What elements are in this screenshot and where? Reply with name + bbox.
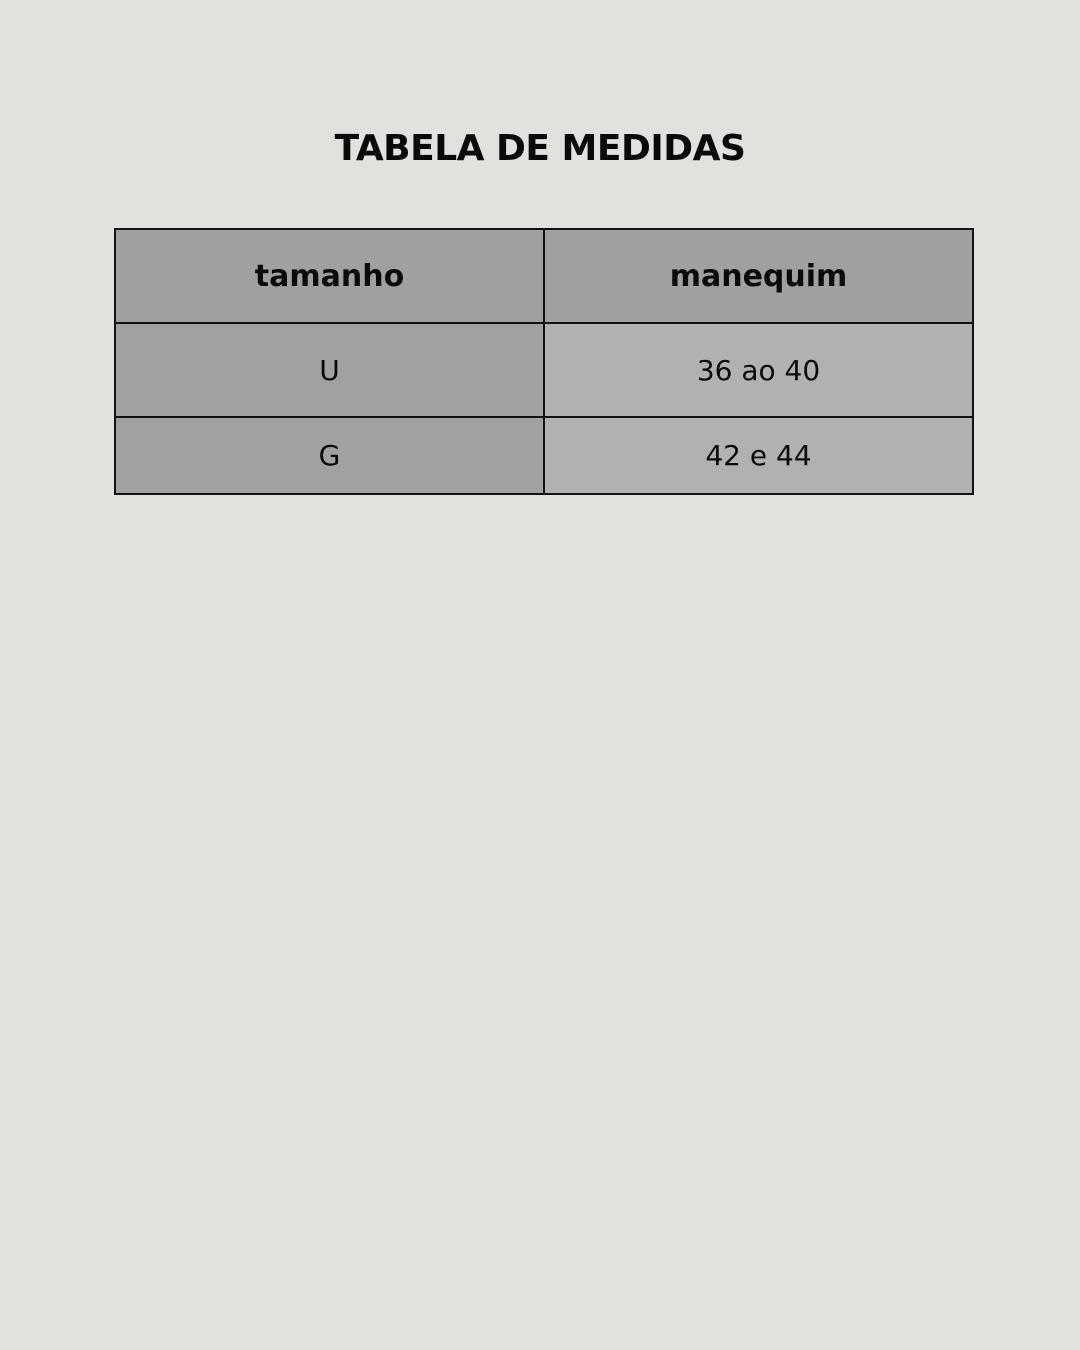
cell-size: U (115, 323, 544, 417)
table-header-row (115, 229, 973, 323)
cell-fit: 42 e 44 (544, 417, 973, 494)
header-fit: manequim (544, 229, 973, 323)
page-title: TABELA DE MEDIDAS (334, 128, 746, 170)
size-chart-table (114, 228, 974, 495)
cell-size: G (115, 417, 544, 494)
table-row (115, 323, 973, 417)
cell-fit: 36 ao 40 (544, 323, 973, 417)
table-row (115, 417, 973, 494)
header-size: tamanho (115, 229, 544, 323)
